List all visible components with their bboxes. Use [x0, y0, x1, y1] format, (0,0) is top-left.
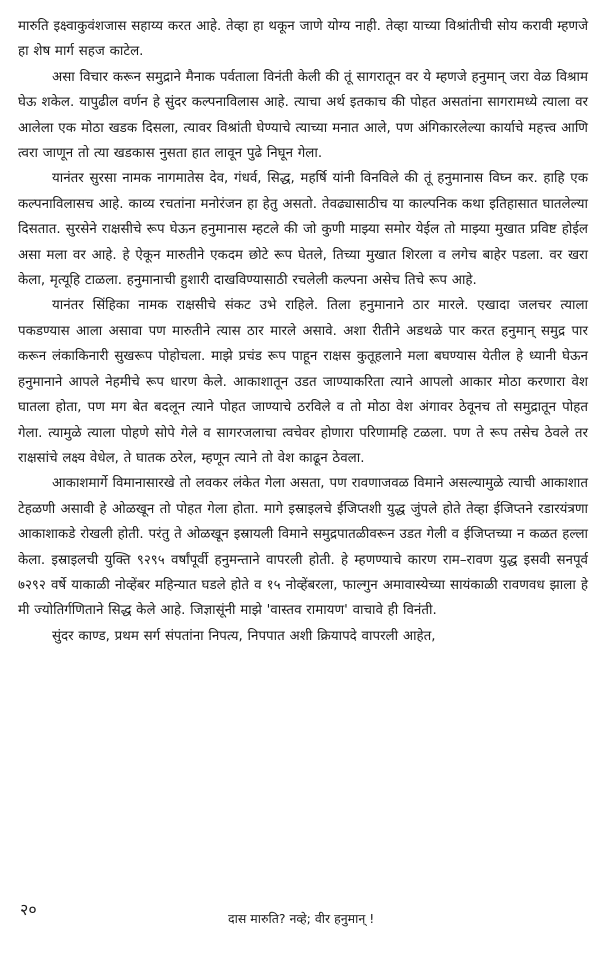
- paragraph-4: यानंतर सिंहिका नामक राक्षसीचे संकट उभे राहिले. तिला हनुमानाने ठार मारले. एखादा जलचर त्याला पकडण्यास आला असावा पण मारुतीने त्यास ठार मारले असावे. अशा रीतीने अडथळे पार करत हनुमान् समुद्र पार करून लंकाकिनारी सुखरूप पोहोचला. माझे प्रचंड रूप पाहून राक्षस कुतूहलाने मला बघण्यास येतील हे ध्यानी घेऊन हनुमानाने आपले नेहमीचे रूप धारण केले. आकाशातून उडत जाण्याकरिता त्याने आपलो आकार मोठा करणारा वेश घातला होता, पण मग बेत बदलून त्याने पोहत जाण्याचे ठरविले व तो मोठा वेश अंगावर ठेवूनच तो समुद्रातून पोहत गेला. त्यामुळे त्याला पोहणे सोपे गेले व सागरजलाचा त्वचेवर होणारा परिणामहि टळला. पण ते रूप तसेच ठेवले तर राक्षसांचे लक्ष्य वेधेल, ते घातक ठरेल, म्हणून त्याने तो वेश काढून ठेवला.: [18, 298, 588, 466]
- paragraph-5: आकाशमार्गे विमानासारखे तो लवकर लंकेत गेला असता, पण रावणाजवळ विमाने असल्यामुळे त्याची आकाशात टेहळणी असावी हे ओळखून तो पोहत गेला होता. मागे इस्राइलचे ईजिप्तशी युद्ध जुंपले होते तेव्हा ईजिप्तने रडारयंत्रणा आकाशाकडे रोखली होती. परंतु ते ओळखून इस्रायली विमाने समुद्रपातळीवरून उडत गेली व ईजिप्तच्या न कळत हल्ला केला. इस्राइलची युक्ति ९२९५ वर्षांपूर्वी हनुमन्ताने वापरली होती. हे म्हणण्याचे कारण राम–रावण युद्ध इसवी सनपूर्व ७२९२ वर्षे याकाळी नोव्हेंबर महिन्यात घडले होते व १५ नोव्हेंबरला, फाल्गुन अमावास्येच्या सायंकाळी रावणवध झाला हे मी ज्योतिर्गणिताने सिद्ध केले आहे. जिज्ञासूंनी माझे 'वास्तव रामायण' वाचावे ही विनंती.: [18, 476, 588, 619]
- paragraph-3: यानंतर सुरसा नामक नागमातेस देव, गंधर्व, सिद्ध, महर्षि यांनी विनविले की तूं हनुमानास विघ्न कर. हाहि एक कल्पनाविलासच आहे. काव्य रचतांना मनोरंजन हा हेतु असतो. तेवढ्यासाठीच या काल्पनिक कथा इतिहासात घातलेल्या दिसतात. सुरसेने राक्षसीचे रूप घेऊन हनुमानास म्हटले की जो कुणी माझ्या समोर येईल तो माझ्या मुखात प्रविष्ट होईल असा मला वर आहे. हे ऐकून मारुतीने एकदम छोटे रूप घेतले, तिच्या मुखात शिरला व लगेच बाहेर पडला. वर खरा केला, मृत्यूहि टाळला. हनुमानाची हुशारी दाखविण्यासाठी रचलेली कल्पना असेच तिचे रूप आहे.: [18, 171, 588, 289]
- page-footer: [0, 898, 600, 938]
- paragraph-6: सुंदर काण्ड, प्रथम सर्ग संपतांना निपत्य, निपपात अशी क्रियापदे वापरली आहेत,: [52, 628, 436, 644]
- paragraph-2: असा विचार करून समुद्राने मैनाक पर्वताला विनंती केली की तूं सागरातून वर ये म्हणजे हनुमान् जरा वेळ विश्राम घेऊ शकेल. यापुढील वर्णन हे सुंदर कल्पनाविलास आहे. त्याचा अर्थ इतकाच की पोहत असतांना सागरामध्ये त्याला वर आलेला एक मोठा खडक दिसला, त्यावर विश्रांती घेण्याचे त्याच्या मनात आले, पण अंगिकारलेल्या कार्याचे महत्त्व आणि त्वरा जाणून तो त्या खडकास नुसता हात लावून पुढे निघून गेला.: [18, 69, 588, 162]
- page-body: [18, 14, 588, 649]
- running-footer-title: दास मारुति? नव्हे; वीर हनुमान् !: [228, 911, 375, 926]
- paragraph-1: मारुति इक्ष्वाकुवंशजास सहाय्य करत आहे. तेव्हा हा थकून जाणे योग्य नाही. तेव्हा याच्या विश्रांतीची सोय करावी म्हणजे हा शेष मार्ग सहज काटेल.: [18, 19, 588, 60]
- page-number: २०: [20, 900, 37, 919]
